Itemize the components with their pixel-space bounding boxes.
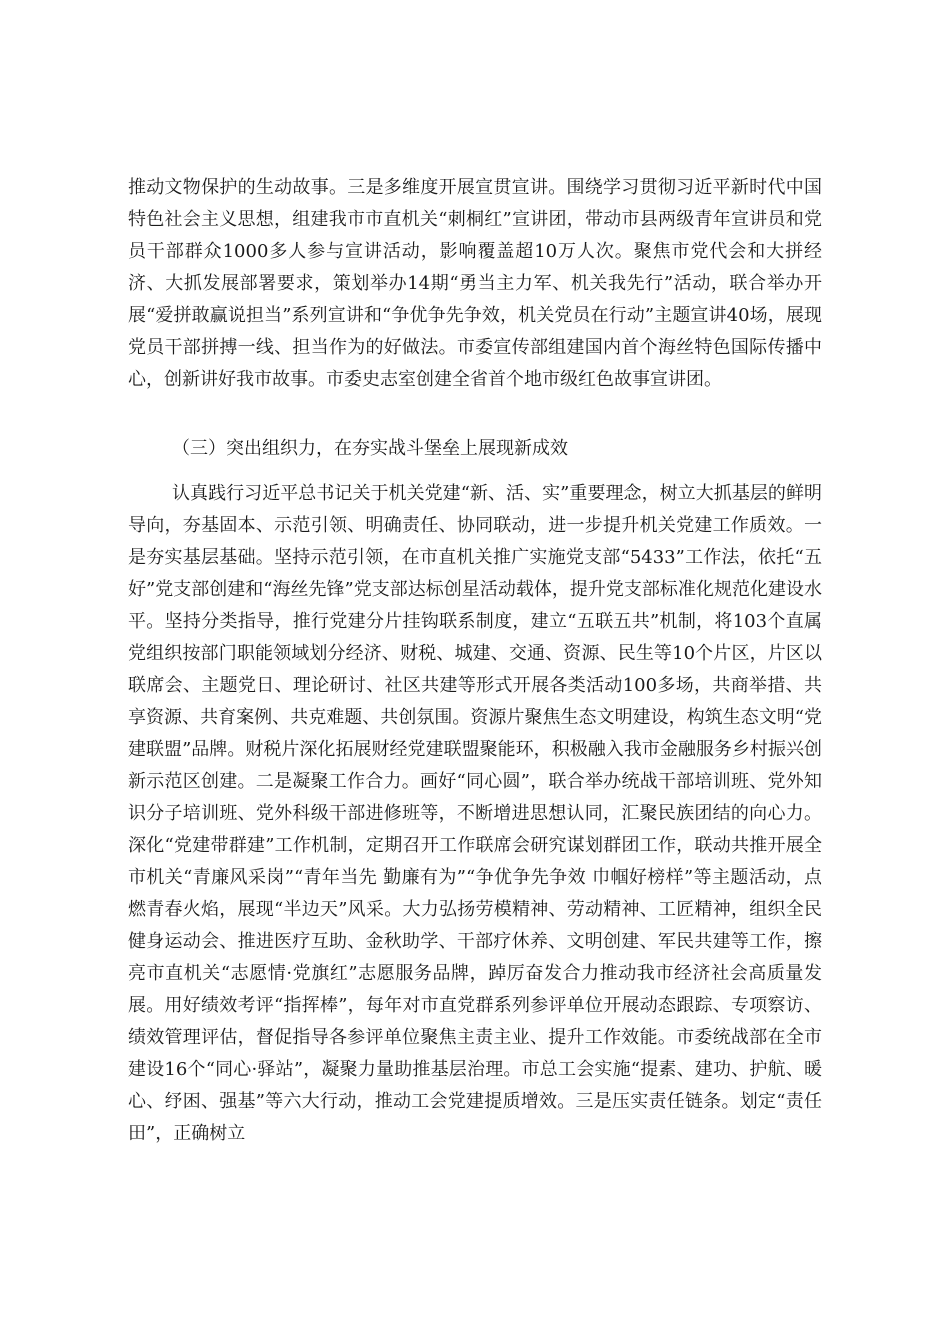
body-paragraph-1: 推动文物保护的生动故事。三是多维度开展宣贯宣讲。围绕学习贯彻习近平新时代中国特色社会主义思想，组建我市市直机关“刺桐红”宣讲团，带动市县两级青年宣讲员和党员干部群众1000多人参与宣讲活动，影响覆盖超10万人次。聚焦市党代会和大拼经济、大抓发展部署要求，策划举办14期“勇当主力军、机关我先行”活动，联合举办开展“爱拼敢赢说担当”系列宣讲和“争优争先争效，机关党员在行动”主题宣讲40场，展现党员干部拼搏一线、担当作为的好做法。市委宣传部组建国内首个海丝特色国际传播中心，创新讲好我市故事。市委史志室创建全省首个地市级红色故事宣讲团。 bbox=[128, 177, 822, 390]
body-paragraph-2: 认真践行习近平总书记关于机关党建“新、活、实”重要理念，树立大抓基层的鲜明导向，夯基固本、示范引领、明确责任、协同联动，进一步提升机关党建工作质效。一是夯实基层基础。坚持示范引领，在市直机关推广实施党支部“5433”工作法，依托“五好”党支部创建和“海丝先锋”党支部达标创星活动载体，提升党支部标准化规范化建设水平。坚持分类指导，推行党建分片挂钩联系制度，建立“五联五共”机制，将103个直属党组织按部门职能领域划分经济、财税、城建、交通、资源、民生等10个片区，片区以联席会、主题党日、理论研讨、社区共建等形式开展各类活动100多场，共商举措、共享资源、共育案例、共克难题、共创氛围。资源片聚焦生态文明建设，构筑生态文明“党建联盟”品牌。财税片深化拓展财经党建联盟聚能环，积极融入我市金融服务乡村振兴创新示范区创建。二是凝聚工作合力。画好“同心圆”，联合举办统战干部培训班、党外知识分子培训班、党外科级干部进修班等，不断增进思想认同，汇聚民族团结的向心力。深化“党建带群建”工作机制，定期召开工作联席会研究谋划群团工作，联动共推开展全市机关“青廉风采岗”“青年当先 勤廉有为”“争优争先争效 巾帼好榜样”等主题活动，点燃青春火焰，展现“半边天”风采。大力弘扬劳模精神、劳动精神、工匠精神，组织全民健身运动会、推进医疗互助、金秋助学、干部疗休养、文明创建、军民共建等工作，擦亮市直机关“志愿情·党旗红”志愿服务品牌，踔厉奋发合力推动我市经济社会高质量发展。用好绩效考评“指挥棒”，每年对市直党群系列参评单位开展动态跟踪、专项察访、绩效管理评估，督促指导各参评单位聚焦主责主业、提升工作效能。市委统战部在全市建设16个“同心·驿站”，凝聚力量助推基层治理。市总工会实施“提素、建功、护航、暖心、纾困、强基”等六大行动，推动工会党建提质增效。三是压实责任链条。划定“责任田”，正确树立 bbox=[128, 483, 822, 1144]
section-heading: （三）突出组织力，在夯实战斗堡垒上展现新成效 bbox=[172, 438, 568, 459]
